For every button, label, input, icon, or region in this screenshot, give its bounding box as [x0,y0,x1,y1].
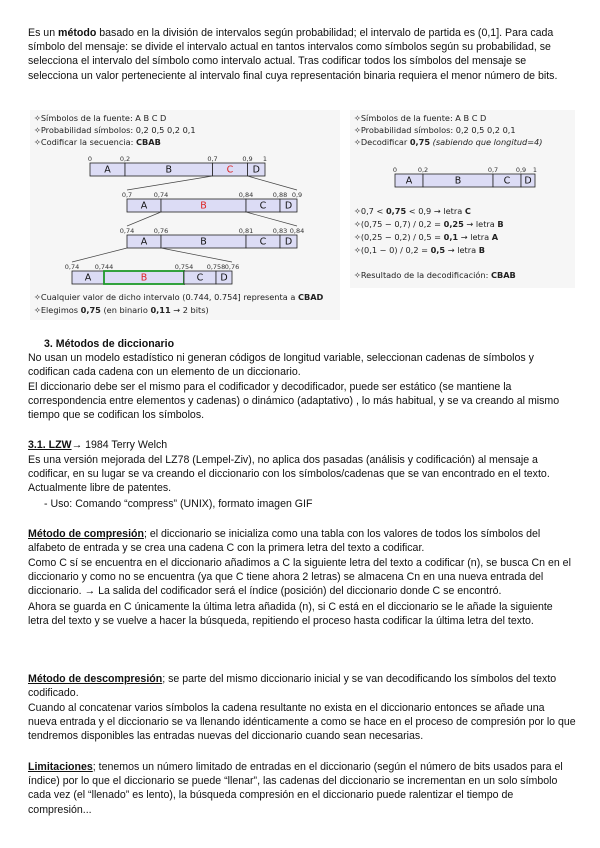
compresion-p1-text: ; el diccionario se inicializa como una tabla con los valores de todos los símbolos del alfabeto de entrada y se crea una cadena C con la primera letra del texto a codificar. [28,528,541,555]
fig-right-line3-a: ✧Decodificar [354,137,410,147]
lzw-p1: Es una versión mejorada del LZ78 (Lempel-Ziv), no aplica dos pasadas (análisis y codificación) al mensaje a codificar, en su lugar se va creando el diccionario con los símbolos/cadenas que se van encontrado en el texto. Actualmente libre de patentes. [28,454,550,495]
interval-label: B [200,236,207,248]
section3-heading: 3. Métodos de diccionario [44,338,175,350]
tick-label: 0,2 [119,155,131,163]
compresion-label: Método de compresión [28,528,144,540]
compresion-p3: Ahora se guarda en C únicamente la última letra añadida (n), si C está en el diccionario se le añade la siguiente letra del texto y se vuelve a hacer la búsqueda, repitiendo el proceso hasta codificar la última letra del texto. [28,601,553,628]
step1-d: C [464,206,471,216]
compresion-p2: Como C sí se encuentra en el diccionario añadimos a C la siguiente letra del texto a codificar (n), se busca Cn en el diccionario y como no se encuentra (ya que C tiene ahora 2 letras) se almacena Cn en una nueva entrada del diccionario. → La salida del codificador será el índice (posición) del diccionario donde C se encontró. [28,557,571,598]
tick-label: 0,754 [174,263,194,271]
interval-label: A [104,164,111,176]
tick-label: 0,9 [291,191,303,199]
tick-label: 0,74 [64,263,80,271]
step3-c: → letra [458,232,492,242]
tick-label: 1 [532,166,538,174]
fig-right-line3 [354,137,542,148]
lzw-heading-rest: → 1984 Terry Welch [71,439,168,451]
tick-label: 0,758 [206,263,226,271]
tick-label: 0 [87,155,93,163]
interval-label: A [140,200,148,212]
interval-label: D [284,200,293,212]
intro-text-c: basado en la división de intervalos según probabilidad; el intervalo de partida es (0,1]. Para cada símbolo del mensaje: se divide el intervalo actual en tantos intervalos como símbolos según su probabilidad, se selecciona el intervalo del símbolo como intervalo actual. Tras codificar todos los símbolos del mensaje se selecciona un valor perteneciente al intervalo final cuya representación binaria requiera el menor número de bits. [28,27,558,82]
interval-label: B [140,272,148,284]
fig-left-footer2-a: ✧Elegimos [34,305,81,315]
fig-left-line1: ✧Símbolos de la fuente: A B C D [34,113,167,123]
intro-text-bold: método [58,27,97,39]
interval-label: C [259,236,267,248]
result-a: ✧Resultado de la decodificación: [354,270,491,280]
limitaciones-label: Limitaciones [28,761,93,773]
interval-label: D [524,175,532,187]
fig-left-footer2-b: 0,75 [80,305,101,315]
limitaciones-p1-text: ; tenemos un número limitado de entradas en el diccionario (según el número de bits usados para el índice) por lo que el diccionario se puede “llenar”, las cadenas del diccionario se incrementan en un solo símbolo cada vez (el “llenado” es lento), la búsqueda compresión en el diccionario puede ralentizar el tiempo de compresión... [28,761,563,816]
compresion-p1 [28,527,576,555]
fig-right-line2: ✧Probabilidad símbolos: 0,2 0,5 0,2 0,1 [354,125,516,135]
fig-left-footer1-b: CBAD [297,292,324,302]
section3-p1: No usan un modelo estadístico ni generan códigos de longitud variable, seleccionan cadenas de símbolos y codifican cada cadena con un elemento de un diccionario. [28,352,534,379]
zoom-line-right [248,176,298,190]
tick-label: 0,84 [289,227,305,235]
intro-text-a: Es un [28,27,59,39]
descompresion-p1 [28,672,576,700]
step4-a: ✧(0,1 − 0) / 0,2 = [354,245,431,255]
tick-label: 0,2 [417,166,429,174]
interval-label: A [84,272,92,284]
tick-label: 0,9 [515,166,527,174]
tick-label: 0,9 [242,155,253,163]
step2-d: B [497,219,504,229]
fig-left-footer1-a: ✧Cualquier valor de dicho intervalo (0.744, 0.754] representa a [34,292,298,302]
tick-label: 0,7 [487,166,499,174]
step4-d: B [478,245,485,255]
fig-left-footer2-e: → 2 bits) [170,305,209,315]
figure-encoding [30,110,340,320]
step2-a: ✧(0,75 − 0,7) / 0,2 = [354,219,444,229]
tick-label: 0,83 [272,227,288,235]
figure-decoding [350,110,575,288]
fig-left-footer2-d: 0,11 [150,305,171,315]
encoding-intervals-diagram [30,146,340,306]
fig-left-footer1 [34,292,323,303]
interval-label: D [252,164,260,176]
section3-p2: El diccionario debe ser el mismo para el codificador y decodificador, puede ser estático (se mantiene la correspondencia entre elementos y cadenas) o dinámico (adaptativo) , lo más habitual, y se va creando al mismo tiempo que se codifican los símbolos. [28,381,560,422]
step1-c: < 0,9 → letra [406,206,465,216]
interval-label: A [405,175,413,187]
intro-paragraph [28,26,576,83]
step3-a: ✧(0,25 − 0,2) / 0,5 = [354,232,444,242]
tick-label: 0,81 [238,227,254,235]
interval-label: A [140,236,148,248]
interval-label: C [503,175,511,187]
step1-b: 0,75 [385,206,407,216]
tick-label: 0,88 [272,191,288,199]
zoom-line-left [127,212,161,226]
fig-right-step4 [354,245,485,256]
interval-label: C [259,200,267,212]
tick-label: 0,744 [94,263,114,271]
fig-right-step1 [354,206,471,217]
step2-b: 0,25 [443,219,464,229]
tick-label: 0,74 [153,191,169,199]
fig-right-step2 [354,219,504,230]
interval-label: D [284,236,293,248]
step3-d: A [491,232,499,242]
fig-left-footer2 [34,305,209,316]
fig-left-line3-b: CBAB [135,137,161,147]
fig-right-result [354,270,516,281]
interval-label: C [196,272,204,284]
zoom-line-right [246,212,297,226]
zoom-line-left [72,248,127,262]
descompresion-label: Método de descompresión [28,673,163,685]
tick-label: 1 [262,155,268,163]
interval-label: D [220,272,228,284]
step1-a: ✧0,7 < [354,206,386,216]
interval-label: B [165,164,173,176]
fig-left-line2: ✧Probabilidad símbolos: 0,2 0,5 0,2 0,1 [34,125,196,135]
step4-b: 0,5 [430,245,446,255]
tick-label: 0,84 [238,191,254,199]
step2-c: → letra [463,219,498,229]
tick-label: 0,76 [153,227,169,235]
descompresion-p1-text: ; se parte del mismo diccionario inicial y se van decodificando los símbolos del texto codificado. [28,673,557,700]
limitaciones-p1 [28,760,576,817]
step3-b: 0,1 [443,232,459,242]
interval-label: B [200,200,207,212]
zoom-line-right [161,248,232,262]
fig-left-line3-a: ✧Codificar la secuencia: [34,137,136,147]
lzw-heading [28,438,576,452]
fig-right-line3-b: 0,75 [409,137,431,147]
zoom-line-left [127,176,213,190]
interval-label: C [226,164,234,176]
step4-c: → letra [445,245,479,255]
fig-right-line1: ✧Símbolos de la fuente: A B C D [354,113,487,123]
fig-left-footer2-c: (en binario [100,305,151,315]
descompresion-p2: Cuando al concatenar varios símbolos la cadena resultante no exista en el diccionario entonces se añade una nueva entrada y el diccionario se va llenando idénticamente a como se hace en el proceso de compresión por lo que tendremos disponibles las entradas nuevas del diccionario cuando sean necesarias. [28,702,576,743]
lzw-heading-bold: 3.1. LZW [28,439,72,451]
fig-right-line3-c: (sabiendo que longitud=4) [430,137,543,147]
tick-label: 0,7 [121,191,133,199]
result-b: CBAB [490,270,516,280]
tick-label: 0 [392,166,398,174]
tick-label: 0,76 [224,263,240,271]
tick-label: 0,7 [207,155,218,163]
interval-label: B [454,175,462,187]
fig-right-step3 [354,232,498,243]
lzw-bullet: - Uso: Comando “compress” (UNIX), formato imagen GIF [44,498,313,510]
decoding-interval-diagram [350,158,575,198]
tick-label: 0,74 [119,227,135,235]
